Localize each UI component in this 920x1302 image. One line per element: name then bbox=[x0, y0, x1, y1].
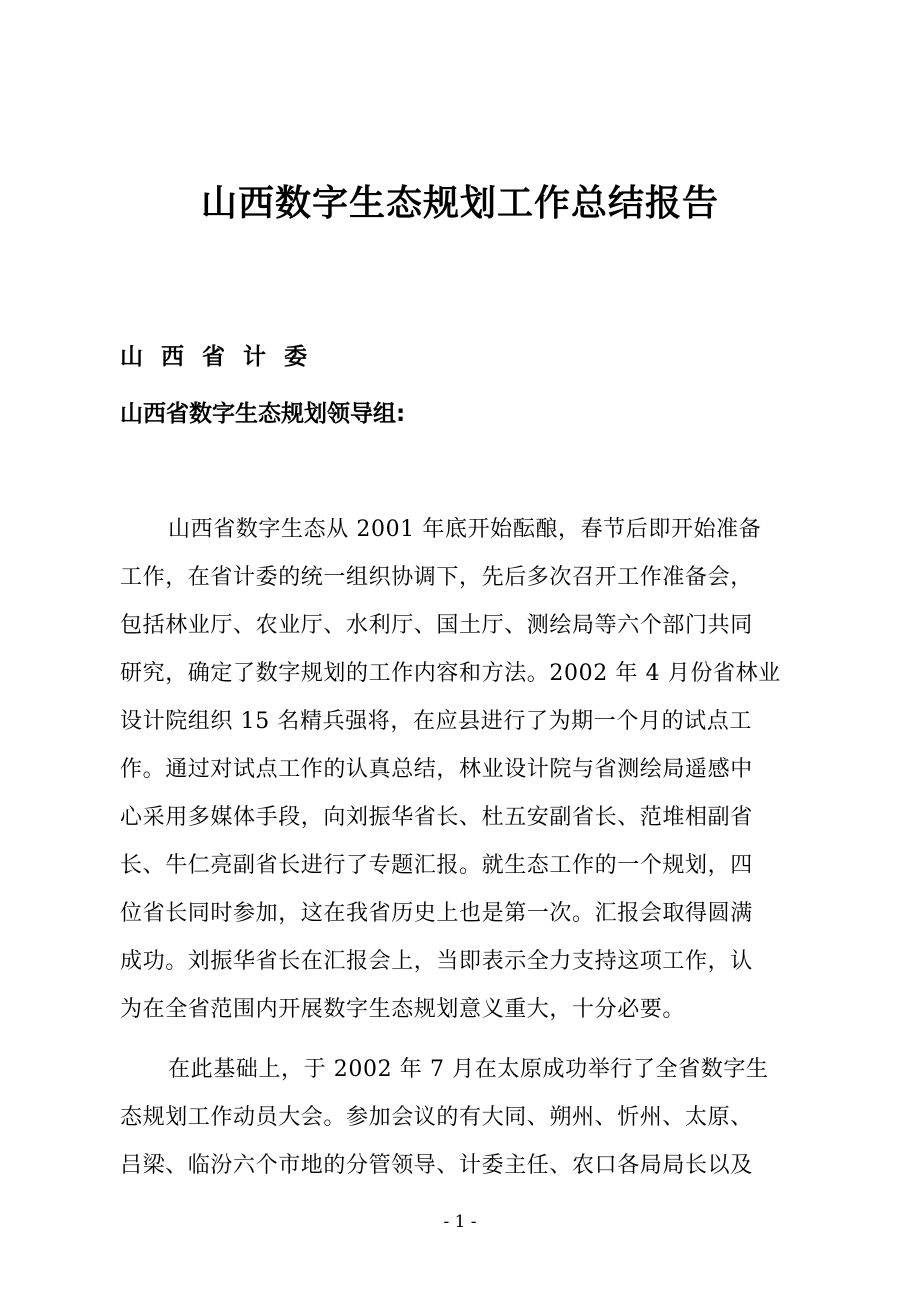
paragraph-2-line-2: 态规划工作动员大会。参加会议的有大同、朔州、忻州、太原、 bbox=[120, 1105, 753, 1130]
paragraph-1-line-7: 心采用多媒体手段，向刘振华省长、杜五安副省长、范堆相副省 bbox=[120, 805, 753, 830]
paragraph-1-line-4: 研究，确定了数字规划的工作内容和方法。2002 年 4 月份省林业 bbox=[120, 661, 781, 686]
paragraph-1-line-6: 作。通过对试点工作的认真总结，林业设计院与省测绘局遥感中 bbox=[120, 757, 753, 782]
paragraph-2-line-3: 吕梁、临汾六个市地的分管领导、计委主任、农口各局局长以及 bbox=[120, 1153, 753, 1178]
document-title: 山西数字生态规划工作总结报告 bbox=[200, 183, 719, 224]
paragraph-1-line-1: 山西省数字生态从 2001 年底开始酝酿，春节后即开始准备 bbox=[168, 517, 762, 542]
addressee-organization: 山 西 省 计 委 bbox=[120, 344, 308, 370]
addressee-group: 山西省数字生态规划领导组: bbox=[120, 401, 406, 427]
paragraph-2-line-1: 在此基础上，于 2002 年 7 月在太原成功举行了全省数字生 bbox=[168, 1057, 769, 1082]
paragraph-1-line-2: 工作，在省计委的统一组织协调下，先后多次召开工作准备会， bbox=[120, 565, 753, 590]
page-number: - 1 - bbox=[443, 1212, 477, 1232]
paragraph-1-line-10: 成功。刘振华省长在汇报会上，当即表示全力支持这项工作，认 bbox=[120, 949, 753, 974]
paragraph-1-line-3: 包括林业厅、农业厅、水利厅、国土厅、测绘局等六个部门共同 bbox=[120, 613, 753, 638]
paragraph-1-line-5: 设计院组织 15 名精兵强将，在应县进行了为期一个月的试点工 bbox=[120, 709, 752, 734]
paragraph-1-line-11: 为在全省范围内开展数字生态规划意义重大，十分必要。 bbox=[120, 997, 686, 1022]
paragraph-1-line-9: 位省长同时参加，这在我省历史上也是第一次。汇报会取得圆满 bbox=[120, 901, 753, 926]
paragraph-1-line-8: 长、牛仁亮副省长进行了专题汇报。就生态工作的一个规划，四 bbox=[120, 853, 753, 878]
